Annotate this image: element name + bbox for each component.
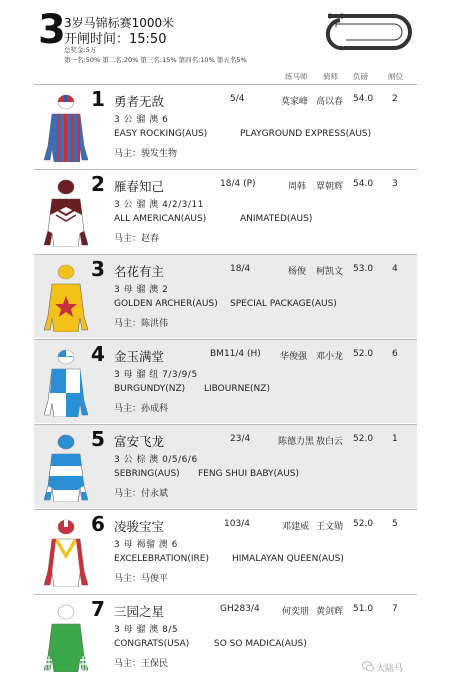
draw: 5 — [392, 519, 398, 529]
prize-split: 第一名:50% 第二名:20% 第三名:15% 第四名:10% 第五名5% — [64, 56, 247, 64]
runner-row — [34, 424, 417, 508]
horse-info: 3 母 骝 纽 7/3/9/5 — [114, 370, 198, 380]
weight: 53.0 — [353, 264, 374, 274]
horse-name: 勇者无敌 — [114, 94, 165, 109]
trainer: 华俊强 — [280, 352, 308, 362]
wechat-icon — [362, 661, 374, 672]
odds: 5/4 — [230, 94, 245, 104]
row-divider — [34, 339, 417, 340]
odds: 18/4 — [230, 264, 251, 274]
col-jockey: 骑师 — [323, 72, 338, 81]
horse-info: 3 母 褐骝 澳 6 — [114, 540, 178, 550]
row-divider — [34, 169, 417, 170]
yellow-red-star-icon — [44, 260, 88, 332]
jockey: 高以春 — [316, 97, 344, 107]
sire: ALL AMERICAN(AUS) — [114, 214, 207, 224]
race-number: 3 — [38, 7, 66, 53]
odds: BM11/4 (H) — [210, 349, 261, 359]
col-draw: 闸位 — [388, 72, 403, 81]
horse-info: 3 公 骝 澳 6 — [114, 115, 169, 125]
saddle-number: 6 — [91, 512, 105, 536]
dam: ANIMATED(AUS) — [240, 214, 313, 224]
saddle-number: 7 — [91, 597, 105, 621]
row-divider — [34, 594, 417, 595]
owner: 马主：付永斌 — [114, 489, 169, 499]
saddle-number: 3 — [91, 257, 105, 281]
row-divider — [34, 254, 417, 255]
sire: BURGUNDY(NZ) — [114, 384, 186, 394]
owner: 马主：马俊平 — [114, 574, 169, 584]
row-divider — [34, 509, 417, 510]
saddle-number: 1 — [91, 87, 105, 111]
jockey: 黄剑辉 — [316, 607, 344, 617]
trainer: 邓建威 — [282, 522, 310, 532]
owner: 马主：孙成科 — [114, 404, 169, 414]
weight: 52.0 — [353, 519, 374, 529]
runner-row — [34, 509, 417, 593]
odds: GH283/4 — [220, 604, 260, 614]
horse-info: 3 公 骝 澳 4/2/3/11 — [114, 200, 204, 210]
runner-row — [34, 84, 417, 168]
green-white-checks-icon — [44, 600, 88, 672]
jockey: 王文勋 — [316, 522, 344, 532]
dam: FENG SHUI BABY(AUS) — [198, 469, 300, 479]
weight: 51.0 — [353, 604, 374, 614]
watermark: 大陆马 — [376, 664, 404, 674]
jockey: 覃朝辉 — [316, 182, 344, 192]
saddle-number: 4 — [91, 342, 105, 366]
row-divider — [34, 424, 417, 425]
weight: 54.0 — [353, 179, 374, 189]
horse-name: 雁春知己 — [114, 179, 165, 194]
horse-name: 富安飞龙 — [114, 434, 165, 449]
weight: 54.0 — [353, 94, 374, 104]
saddle-number: 5 — [91, 427, 105, 451]
trainer: 陈德力黑 — [278, 437, 315, 447]
runner-row — [34, 169, 417, 253]
trainer: 杨俊 — [288, 267, 307, 277]
horse-info: 3 公 棕 澳 0/5/6/6 — [114, 455, 198, 465]
draw: 6 — [392, 349, 398, 359]
sire: SEBRING(AUS) — [114, 469, 180, 479]
trainer: 莫家峰 — [281, 97, 309, 107]
horse-info: 3 母 骝 澳 2 — [114, 285, 169, 295]
draw: 2 — [392, 94, 398, 104]
track-map-icon — [318, 10, 418, 54]
odds: 23/4 — [230, 434, 251, 444]
odds: 18/4 (P) — [220, 179, 256, 189]
horse-name: 名花有主 — [114, 264, 165, 279]
jockey: 邓小龙 — [316, 352, 344, 362]
weight: 52.0 — [353, 349, 374, 359]
sire: EXCELEBRATION(IRE) — [114, 554, 209, 564]
odds: 103/4 — [224, 519, 250, 529]
saddle-number: 2 — [91, 172, 105, 196]
col-trainer: 练马师 — [285, 72, 308, 81]
sire: CONGRATS(USA) — [114, 639, 190, 649]
blue-white-quarters-icon — [44, 345, 88, 417]
weight: 52.0 — [353, 434, 374, 444]
sire: GOLDEN ARCHER(AUS) — [114, 299, 218, 309]
owner: 马主：骏发生物 — [114, 149, 178, 159]
runner-row — [34, 594, 417, 678]
race-start-time: 开闸时间：15:50 — [64, 32, 167, 47]
dam: SO SO MADICA(AUS) — [214, 639, 307, 649]
owner: 马主：陈洪伟 — [114, 319, 169, 329]
race-header — [0, 0, 450, 68]
horse-info: 3 母 骝 澳 8/5 — [114, 625, 179, 635]
col-weight: 负磅 — [353, 72, 368, 81]
race-title: 3岁马锦标赛1000米 — [64, 16, 175, 30]
jockey: 柯凯文 — [316, 267, 344, 277]
row-divider — [34, 84, 417, 85]
dam: LIBOURNE(NZ) — [204, 384, 270, 394]
sire: EASY ROCKING(AUS) — [114, 129, 208, 139]
owner: 马主：王保民 — [114, 659, 169, 669]
draw: 7 — [392, 604, 398, 614]
blue-white-hoops-icon — [44, 430, 88, 502]
dam: SPECIAL PACKAGE(AUS) — [230, 299, 337, 309]
maroon-white-chevron-icon — [44, 175, 88, 247]
draw: 1 — [392, 434, 398, 444]
horse-name: 金玉满堂 — [114, 349, 165, 364]
blue-white-red-stripes-icon — [44, 90, 88, 162]
dam: PLAYGROUND EXPRESS(AUS) — [240, 129, 372, 139]
owner: 马主：赵春 — [114, 234, 160, 244]
trainer: 何奕朋 — [282, 607, 310, 617]
runner-row — [34, 339, 417, 423]
jockey: 敖白云 — [316, 437, 344, 447]
draw: 3 — [392, 179, 398, 189]
horse-name: 三园之星 — [114, 604, 165, 619]
dam: HIMALAYAN QUEEN(AUS) — [232, 554, 344, 564]
horse-name: 凌骏宝宝 — [114, 519, 165, 534]
draw: 4 — [392, 264, 398, 274]
runner-row — [34, 254, 417, 338]
white-red-yellow-vee-icon — [44, 515, 88, 587]
race-prize: 总奖金:5万 — [64, 46, 97, 54]
trainer: 周韩 — [288, 182, 307, 192]
